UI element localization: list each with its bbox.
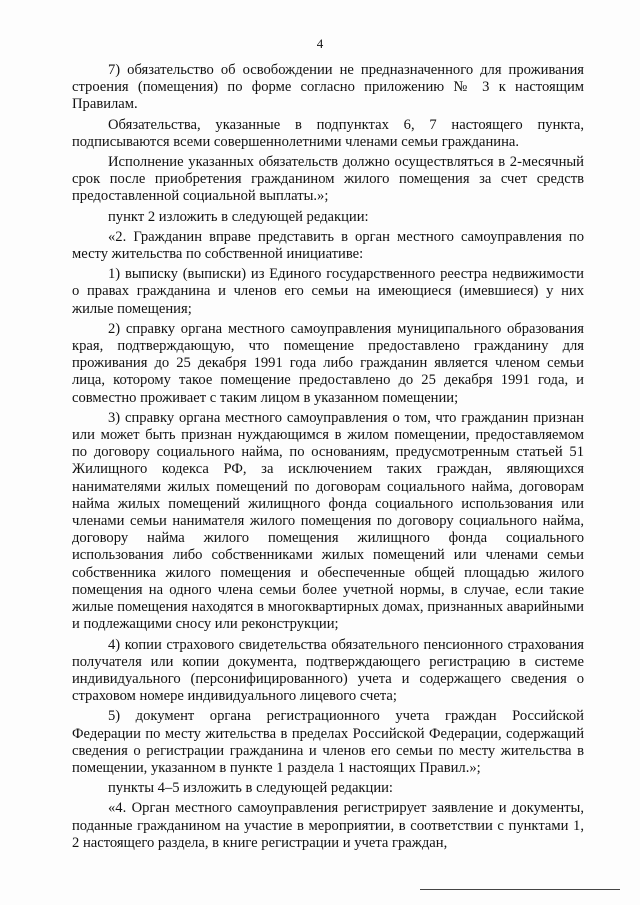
paragraph-subitem-3: 3) справку органа местного самоуправления о том, что гражданин признан или может быть признан нуждающимся в жилом помещении, предоставляемом по договору социального найма, по основаниям, предусмотренным статьей 51 Жилищного кодекса РФ, за исключением таких граждан, являющихся нанимателями жилых помещений по договорам социального найма, договорам найма жилых помещений жилищного фонда социального использования или членами семьи нанимателя жилого помещения по договору социального найма, договору найма жилого помещения жилищного фонда социального использования либо собственниками жилых помещений или членами семьи собственника жилого помещения и обеспеченные общей площадью жилого помещения на одного члена семьи более учетной нормы, в случае, если такие жилые помещения находятся в многоквартирных домах, признанных аварийными и подлежащими сносу или реконструкции; bbox=[72, 409, 584, 633]
paragraph-point-4: «4. Орган местного самоуправления регистрирует заявление и документы, поданные гражданином на участие в мероприятии, в соответствии с пунктами 1, 2 настоящего раздела, в книге регистрации и учета граждан, bbox=[72, 800, 584, 851]
bottom-rule bbox=[420, 889, 620, 890]
page-number: 4 bbox=[316, 36, 324, 51]
paragraph-obligations-signing: Обязательства, указанные в подпунктах 6, 7 настоящего пункта, подписываются всеми совершеннолетними членами семьи гражданина. bbox=[72, 116, 584, 150]
paragraph-points-4-5-intro: пункты 4–5 изложить в следующей редакции: bbox=[108, 780, 393, 797]
paragraph-subitem-4: 4) копии страхового свидетельства обязательного пенсионного страхования получателя или копии документа, подтверждающего регистрацию в системе индивидуального (персонифицированного) учета и содержащего сведения о страховом номере индивидуального лицевого счета; bbox=[72, 636, 584, 705]
paragraph-point-2: «2. Гражданин вправе представить в орган местного самоуправления по месту жительства по собственной инициативе: bbox=[72, 228, 584, 263]
paragraph-item-7: 7) обязательство об освобождении не предназначенного для проживания строения (помещения) по форме согласно приложению № 3 к настоящим Правилам. bbox=[72, 62, 584, 113]
paragraph-obligations-execution: Исполнение указанных обязательств должно осуществляться в 2-месячный срок после приобретения гражданином жилого помещения за счет средств предоставленной социальной выплаты.»; bbox=[72, 154, 584, 205]
paragraph-subitem-5: 5) документ органа регистрационного учета граждан Российской Федерации по месту жительства в пределах Российской Федерации, содержащий сведения о регистрации гражданина и членов его семьи по месту жительства в помещении, указанном в пункте 1 раздела 1 настоящих Правил.»; bbox=[72, 708, 584, 776]
paragraph-subitem-2: 2) справку органа местного самоуправления муниципального образования края, подтверждающую, что помещение предоставлено гражданину для проживания до 25 декабря 1991 года либо гражданин является членом семьи лица, которому такое помещение предоставлено до 25 декабря 1991 года, и совместно проживает с таким лицом в указанном помещении; bbox=[72, 320, 584, 406]
document-body bbox=[72, 62, 584, 855]
paragraph-point-2-intro: пункт 2 изложить в следующей редакции: bbox=[108, 208, 369, 225]
paragraph-subitem-1: 1) выписку (выписки) из Единого государственного реестра недвижимости о правах гражданина и членов его семьи на имеющиеся (имевшиеся) у них жилые помещения; bbox=[72, 266, 584, 317]
